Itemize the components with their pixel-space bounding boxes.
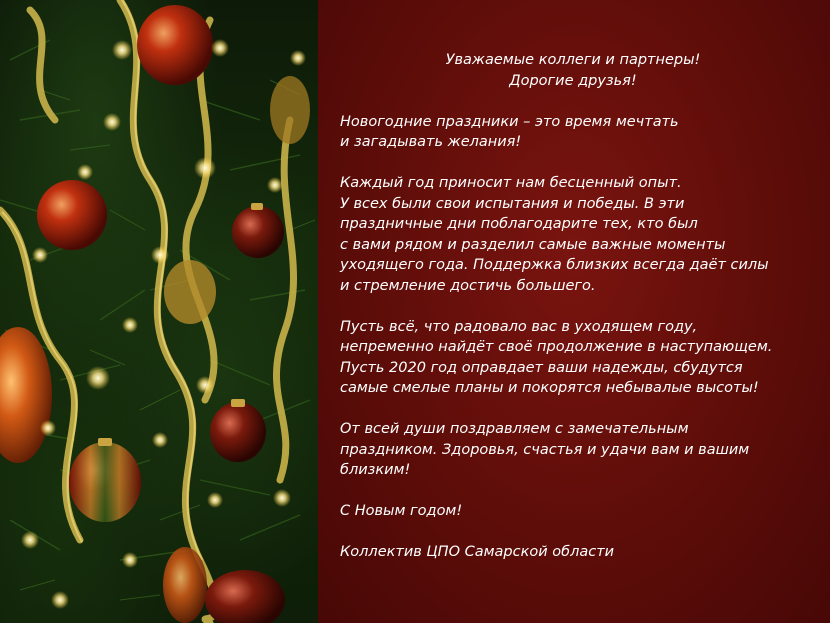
- greeting-line-1: Уважаемые коллеги и партнеры!: [445, 52, 701, 68]
- paragraph-signature: Коллектив ЦПО Самарской области: [340, 544, 615, 560]
- greeting-header: [340, 50, 806, 91]
- greeting-text: [340, 50, 820, 583]
- christmas-tree-illustration: [0, 0, 318, 623]
- paragraph-happy-new-year: С Новым годом!: [340, 503, 463, 519]
- paragraph-hopes: Пусть всё, что радовало вас в уходящем году, непременно найдёт своё продолжение в наступающем. Пусть 2020 год оправдает ваши надежды, сбудутся самые смелые планы и покорятся небывалые высоты!: [340, 318, 773, 396]
- christmas-tree-photo: [0, 0, 318, 623]
- greeting-line-2: Дорогие друзья!: [509, 72, 637, 89]
- paragraph-wishes: Новогодние праздники – это время мечтать и загадывать желания!: [340, 113, 679, 150]
- paragraph-congratulations: От всей души поздравляем с замечательным праздником. Здоровья, счастья и удачи вам и вашим близким!: [340, 421, 750, 478]
- paragraph-experience: Каждый год приносит нам бесценный опыт. У всех были свои испытания и победы. В эти праздничные дни поблагодарите тех, кто был с вами рядом и разделил самые важные моменты уходящего года. Поддержка близких всегда даёт силы и стремление достичь большего.: [340, 175, 769, 294]
